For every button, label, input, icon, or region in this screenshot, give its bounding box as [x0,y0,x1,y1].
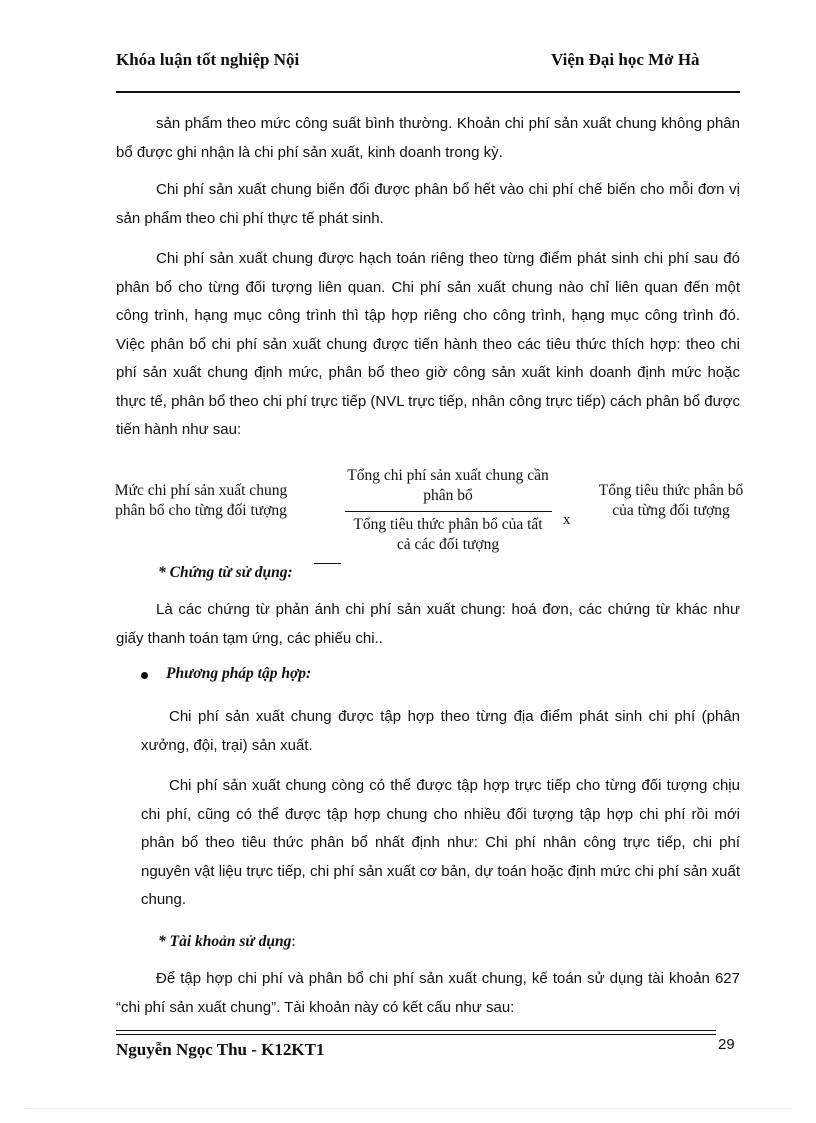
bullet-icon [141,672,148,679]
heading-account-colon: : [291,933,296,950]
formula-left-term: Mức chi phí sản xuất chung phân bổ cho từng đối tượng [114,482,288,519]
paragraph-3: Chi phí sản xuất chung được hạch toán riêng theo từng điểm phát sinh chi phí sau đó phân bổ cho từng đối tượng liên quan. Chi phí sản xuất chung nào chỉ liên quan đến một công trình, hạng mục công trình thì tập hợp riêng cho công trình, hạng mục công trình đó. Việc phân bổ chi phí sản xuất chung được tiến hành theo các tiêu thức thích hợp: theo chi phí sản xuất chung định mức, phân bổ theo giờ công sản xuất kinh doanh định mức hoặc thực tế, phân bổ theo chi phí trực tiếp (NVL trực tiếp, nhân công trực tiếp) cách phân bổ được tiến hành như sau: [116,250,740,438]
header-rule [116,91,740,93]
page-number: 29 [718,1036,735,1053]
page-bottom-dotted-line [24,1108,792,1109]
paragraph-2: Chi phí sản xuất chung biến đổi được phân bổ hết vào chi phí chế biến cho mỗi đơn vị sản phẩm theo chi phí thực tế phát sinh. [116,181,740,227]
formula-numerator: Tổng chi phí sản xuất chung cần phân bổ [347,467,549,504]
heading-method: Phương pháp tập hợp: [166,665,312,682]
formula-fraction-bar [345,511,552,512]
paragraph-7: Để tập hợp chi phí và phân bổ chi phí sản xuất chung, kế toán sử dụng tài khoản 627 “chi phí sản xuất chung”. Tài khoản này có kết cấu như sau: [116,970,740,1016]
heading-account [158,933,296,951]
paragraph-6: Chi phí sản xuất chung còng có thể được tập hợp trực tiếp cho từng đối tượng chịu chi phí, cũng có thể được tập hợp chung cho nhiều đối tượng tập hợp chi phí rồi mới phân bổ theo tiêu thức phân bổ nhất định như: Chi phí nhân công trực tiếp, chi phí nguyên vật liệu trực tiếp, chi phí sản xuất cơ bản, dự toán hoặc định mức chi phí sản xuất chung. [141,777,740,908]
footer-rule-bottom [116,1034,716,1035]
paragraph-4: Là các chứng từ phản ánh chi phí sản xuất chung: hoá đơn, các chứng từ khác như giấy thanh toán tạm ứng, các phiếu chi.. [116,601,740,647]
formula-stub-line [314,563,341,564]
paragraph-1: sản phẩm theo mức công suất bình thường. Khoản chi phí sản xuất chung không phân bổ được ghi nhận là chi phí sản xuất, kinh doanh trong kỳ. [116,115,740,161]
formula-multiply-sign: x [563,512,571,528]
footer-rule-top [116,1030,716,1031]
header-right-title: Viện Đại học Mở Hà [551,50,700,69]
heading-account-label: * Tài khoản sử dụng [158,933,292,950]
formula-right-term: Tổng tiêu thức phân bổ của từng đối tượng [598,482,744,519]
header-left-title: Khóa luận tốt nghiệp Nội [116,50,300,69]
heading-documents: * Chứng từ sử dụng: [158,564,293,581]
paragraph-5: Chi phí sản xuất chung được tập hợp theo từng địa điểm phát sinh chi phí (phân xưởng, đội, trại) sản xuất. [141,708,740,754]
formula-denominator: Tổng tiêu thức phân bổ của tất cả các đối tượng [353,516,543,553]
footer-author: Nguyễn Ngọc Thu - K12KT1 [116,1040,325,1059]
